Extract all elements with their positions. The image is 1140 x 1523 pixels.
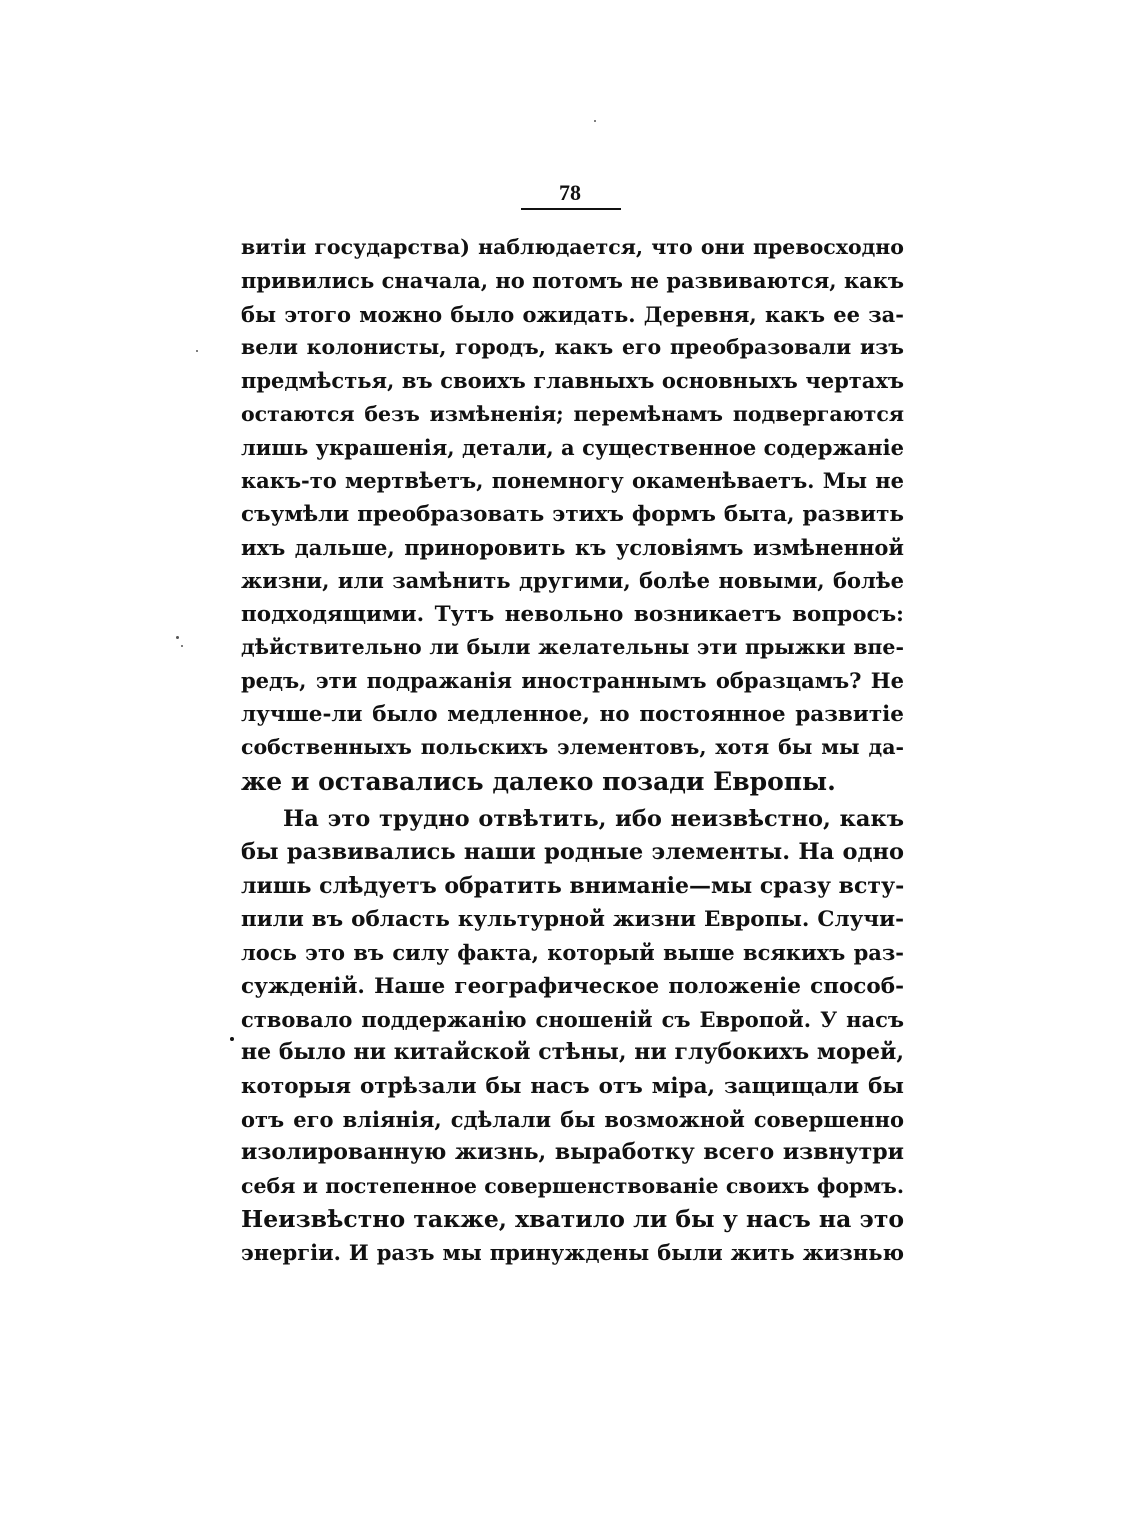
text-line: собственныхъ польскихъ элементовъ, хотя бы мы да- xyxy=(241,735,904,760)
text-line: предмѣстья, въ своихъ главныхъ основныхъ чертахъ xyxy=(241,368,904,394)
text-line: лось это въ силу факта, который выше всякихъ раз- xyxy=(241,940,904,966)
text-line: жизни, или замѣнить другими, болѣе новыми, болѣе xyxy=(241,568,904,594)
paragraph-1 xyxy=(241,231,904,798)
text-line: сужденій. Наше географическое положеніе способ- xyxy=(241,973,904,999)
text-line: витіи государства) наблюдается, что они превосходно xyxy=(241,235,904,259)
paragraph-2 xyxy=(241,803,904,1270)
text-line: вели колонисты, городъ, какъ его преобразовали изъ xyxy=(241,335,904,360)
text-line: лишь слѣдуетъ обратить вниманіе—мы сразу всту- xyxy=(241,872,904,899)
text-line: ихъ дальше, приноровить къ условіямъ измѣненной xyxy=(241,535,904,561)
text-line: которыя отрѣзали бы насъ отъ міра, защищали бы xyxy=(241,1073,904,1099)
text-line: На это трудно отвѣтить, ибо неизвѣстно, какъ xyxy=(283,805,904,832)
text-line: подходящими. Тутъ невольно возникаетъ вопросъ: xyxy=(241,601,904,627)
text-line: лишь украшенія, детали, а существенное содержаніе xyxy=(241,435,904,461)
page-number: 78 xyxy=(559,180,581,205)
scan-speck xyxy=(176,636,179,639)
text-line: редъ, эти подражанія иностраннымъ образцамъ? Не xyxy=(241,668,904,694)
text-line: изолированную жизнь, выработку всего извнутри xyxy=(241,1139,904,1166)
text-line: бы этого можно было ожидать. Деревня, какъ ее за- xyxy=(241,301,904,327)
text-line: какъ-то мертвѣетъ, понемногу окаменѣваетъ. Мы не xyxy=(241,468,904,494)
text-line: съумѣли преобразовать этихъ формъ быта, развить xyxy=(241,501,904,527)
text-line: ствовало поддержанію сношеній съ Европой. У насъ xyxy=(241,1006,904,1032)
text-line: дѣйствительно ли были желательны эти прыжки впе- xyxy=(241,635,904,660)
text-line: себя и постепенное совершенствованіе своихъ формъ. xyxy=(241,1173,904,1198)
text-line: Неизвѣстно также, хватило ли бы у насъ на это xyxy=(241,1204,904,1233)
scan-speck xyxy=(230,1037,234,1041)
scan-speck xyxy=(196,350,198,352)
text-line: же и оставались далеко позади Европы. xyxy=(241,766,836,796)
text-line: бы развивались наши родные элементы. На одно xyxy=(241,839,904,866)
text-line: не было ни китайской стѣны, ни глубокихъ морей, xyxy=(241,1039,904,1066)
text-line: остаются безъ измѣненія; перемѣнамъ подвергаются xyxy=(241,401,904,426)
text-line: привились сначала, но потомъ не развиваются, какъ xyxy=(241,268,904,294)
text-line: лучше-ли было медленное, но постоянное развитіе xyxy=(241,701,904,727)
scan-speck xyxy=(594,120,596,122)
page-number-rule xyxy=(521,208,621,210)
text-line: пили въ область культурной жизни Европы. Случи- xyxy=(241,906,904,932)
scan-speck xyxy=(181,645,183,647)
body-text xyxy=(241,231,904,1270)
text-line: энергіи. И разъ мы принуждены были жить жизнью xyxy=(241,1240,904,1266)
text-line: отъ его вліянія, сдѣлали бы возможной совершенно xyxy=(241,1106,904,1132)
